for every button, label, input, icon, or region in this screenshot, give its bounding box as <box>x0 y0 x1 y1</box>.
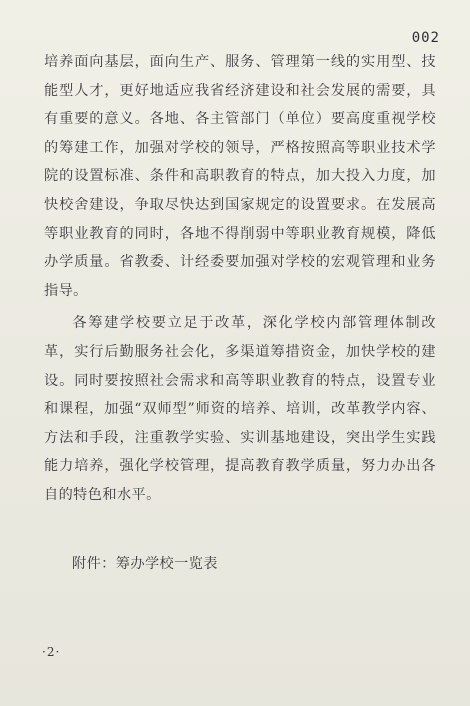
page-stamp: 002 <box>411 30 440 46</box>
paragraph-2: 各筹建学校要立足于改革，深化学校内部管理体制改革，实行后勤服务社会化，多渠道筹措资金，加快学校的建设。同时要按照社会需求和高等职业教育的特点，设置专业和课程，加强“双师型”师资的培养、培训，改革教学内容、方法和手段，注重教学实验、实训基地建设，突出学生实践能力培养，强化学校管理，提高教育教学质量，努力办出各自的特色和水平。 <box>44 315 436 503</box>
paragraph-1: 培养面向基层，面向生产、服务、管理第一线的实用型、技能型人才，更好地适应我省经济建设和社会发展的需要，具有重要的意义。各地、各主管部门（单位）要高度重视学校的筹建工作，加强对学校的领导，严格按照高等职业技术学院的设置标准、条件和高职教育的特点，加大投入力度，加快校舍建设，争取尽快达到国家规定的设置要求。在发展高等职业教育的同时，各地不得削弱中等职业教育规模，降低办学质量。省教委、计经委要加强对学校的宏观管理和业务指导。 <box>44 54 436 299</box>
attachment-line: 附件：筹办学校一览表 <box>72 556 218 572</box>
document-body <box>44 48 436 510</box>
page-number: ·2· <box>42 645 61 659</box>
